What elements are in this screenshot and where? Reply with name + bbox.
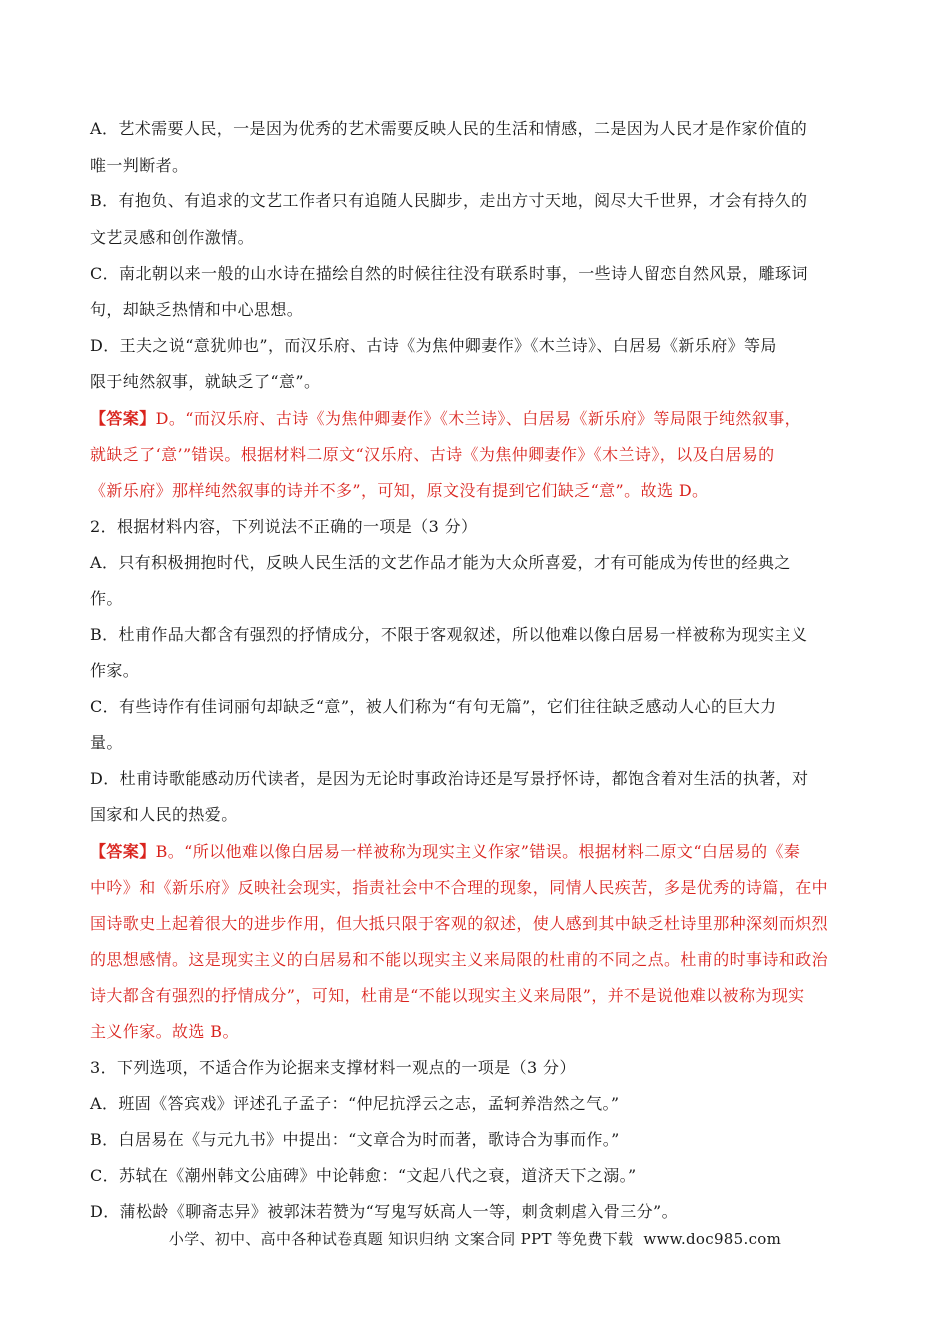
q1-answer-line3: 《新乐府》那样纯然叙事的诗并不多”，可知，原文没有提到它们缺乏“意”。故选 D。 bbox=[90, 481, 709, 500]
q2-option-a-line1: A．只有积极拥抱时代，反映人民生活的文艺作品才能为大众所喜爱，才有可能成为传世的经典之 bbox=[90, 553, 791, 572]
q3-option-c: C．苏轼在《潮州韩文公庙碑》中论韩愈：“文起八代之衰，道济天下之溺。” bbox=[90, 1166, 637, 1185]
q2-answer-line3: 国诗歌史上起着很大的进步作用，但大抵只限于客观的叙述，使人感到其中缺乏杜诗里那种深刻而炽烈 bbox=[90, 914, 829, 933]
q3-option-a: A．班固《答宾戏》评述孔子孟子：“仲尼抗浮云之志，孟轲养浩然之气。” bbox=[90, 1094, 620, 1113]
q2-answer-line2: 中吟》和《新乐府》反映社会现实，指责社会中不合理的现象，同情人民疾苦，多是优秀的诗篇，在中 bbox=[90, 878, 829, 897]
page-footer bbox=[0, 1228, 950, 1250]
footer-url[interactable]: www.doc985.com bbox=[643, 1230, 782, 1248]
footer-text: 小学、初中、高中各种试卷真题 知识归纳 文案合同 PPT 等免费下载 bbox=[168, 1230, 634, 1248]
q1-option-a-line1: A．艺术需要人民，一是因为优秀的艺术需要反映人民的生活和情感，二是因为人民才是作家价值的 bbox=[90, 119, 808, 138]
q2-option-c-line1: C．有些诗作有佳词丽句却缺乏“意”，被人们称为“有句无篇”，它们往往缺乏感动人心的巨大力 bbox=[90, 697, 777, 716]
q2-option-c-line2: 量。 bbox=[90, 733, 123, 752]
q1-answer-line1 bbox=[90, 408, 870, 430]
q2-answer-line6: 主义作家。故选 B。 bbox=[90, 1022, 239, 1041]
q1-option-b-line2: 文艺灵感和创作激情。 bbox=[90, 228, 255, 247]
q1-option-d-line1: D．王夫之说“意犹帅也”，而汉乐府、古诗《为焦仲卿妻作》《木兰诗》、白居易《新乐府》等局 bbox=[90, 336, 777, 355]
q3-option-b: B．白居易在《与元九书》中提出：“文章合为时而著，歌诗合为事而作。” bbox=[90, 1130, 620, 1149]
q2-option-a-line2: 作。 bbox=[90, 589, 123, 608]
q2-stem: 2．根据材料内容，下列说法不正确的一项是（3 分） bbox=[90, 517, 478, 536]
q1-option-b-line1: B．有抱负、有追求的文艺工作者只有追随人民脚步，走出方寸天地，阅尽大千世界，才会有持久的 bbox=[90, 191, 808, 210]
q2-option-d-line2: 国家和人民的热爱。 bbox=[90, 805, 238, 824]
q2-answer-line4: 的思想感情。这是现实主义的白居易和不能以现实主义来局限的杜甫的不同之点。杜甫的时事诗和政治 bbox=[90, 950, 829, 969]
q2-option-b-line2: 作家。 bbox=[90, 661, 140, 680]
q2-answer-text: B。“所以他难以像白居易一样被称为现实主义作家”错误。根据材料二原文“白居易的《秦 bbox=[155, 842, 801, 861]
q1-option-c-line2: 句，却缺乏热情和中心思想。 bbox=[90, 300, 304, 319]
q1-answer-text: D。“而汉乐府、古诗《为焦仲卿妻作》《木兰诗》、白居易《新乐府》等局限于纯然叙事， bbox=[155, 409, 802, 428]
q1-answer-tag: 【答案】 bbox=[90, 409, 156, 428]
q3-option-d: D．蒲松龄《聊斋志异》被郭沫若赞为“写鬼写妖高人一等，刺贪刺虐入骨三分”。 bbox=[90, 1202, 678, 1221]
q2-option-b-line1: B．杜甫作品大都含有强烈的抒情成分，不限于客观叙述，所以他难以像白居易一样被称为现实主义 bbox=[90, 625, 808, 644]
q1-option-d-line2: 限于纯然叙事，就缺乏了“意”。 bbox=[90, 372, 321, 391]
q2-answer-line5: 诗大都含有强烈的抒情成分”，可知，杜甫是“不能以现实主义来局限”，并不是说他难以被称为现实 bbox=[90, 986, 805, 1005]
q2-answer-tag: 【答案】 bbox=[90, 842, 156, 861]
q3-stem: 3．下列选项，不适合作为论据来支撑材料一观点的一项是（3 分） bbox=[90, 1058, 576, 1077]
q2-option-d-line1: D．杜甫诗歌能感动历代读者，是因为无论时事政治诗还是写景抒怀诗，都饱含着对生活的执著，对 bbox=[90, 769, 809, 788]
q1-option-a-line2: 唯一判断者。 bbox=[90, 156, 189, 175]
q1-answer-line2: 就缺乏了‘意’”错误。根据材料二原文“汉乐府、古诗《为焦仲卿妻作》《木兰诗》，以及白居易的 bbox=[90, 445, 775, 464]
q2-answer-line1 bbox=[90, 841, 870, 863]
q1-option-c-line1: C．南北朝以来一般的山水诗在描绘自然的时候往往没有联系时事，一些诗人留恋自然风景，雕琢词 bbox=[90, 264, 808, 283]
